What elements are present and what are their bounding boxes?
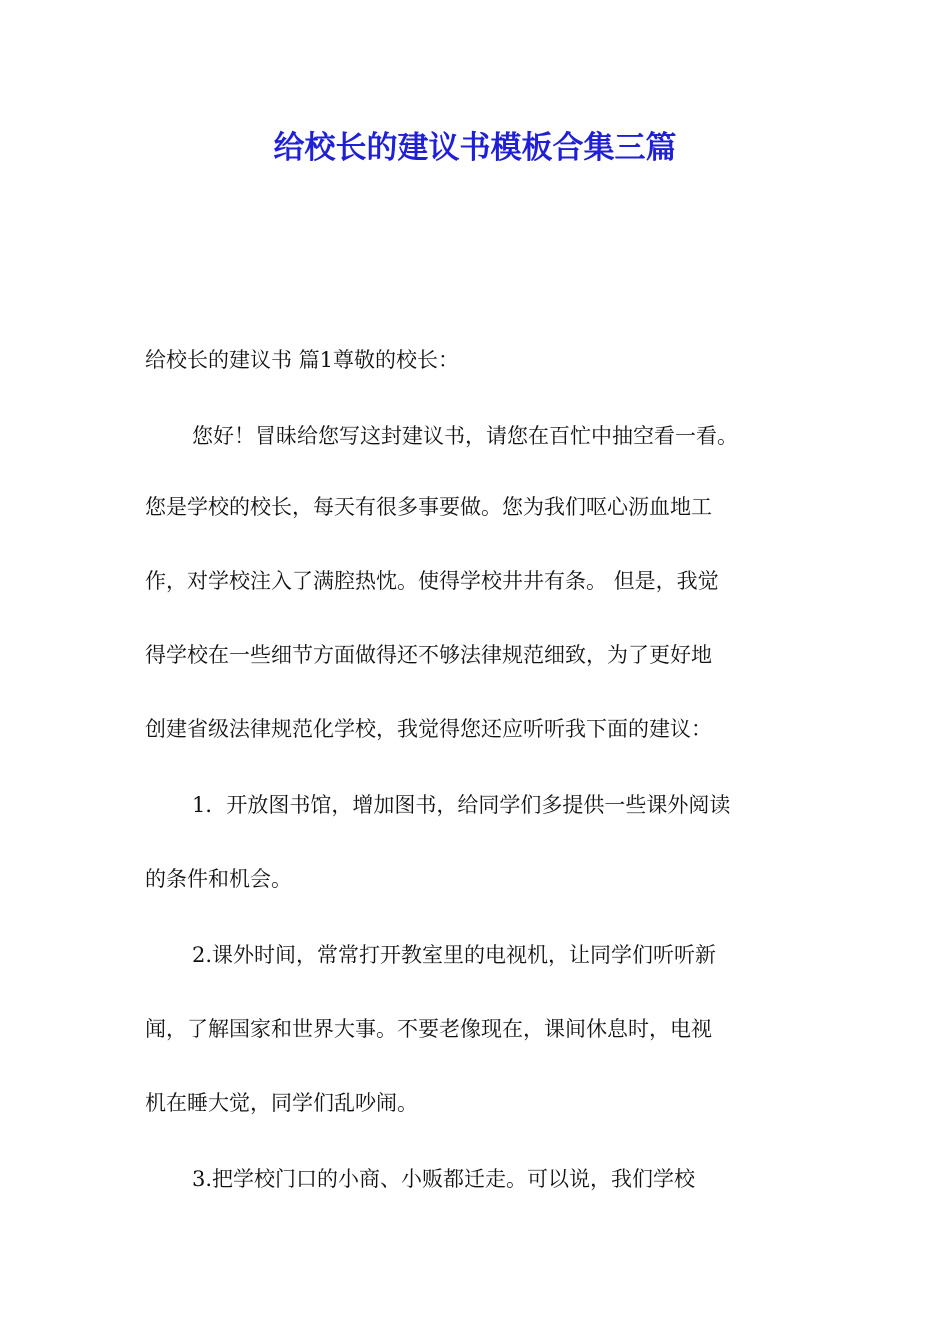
paragraph-line: 2.课外时间，常常打开教室里的电视机，让同学们听听新 [192, 943, 717, 967]
paragraph-line: 3.把学校门口的小商、小贩都迁走。可以说，我们学校 [192, 1167, 696, 1191]
paragraph-line: 得学校在一些细节方面做得还不够法律规范细致，为了更好地 [145, 643, 712, 667]
paragraph-line: 您是学校的校长，每天有很多事要做。您为我们呕心沥血地工 [145, 495, 712, 519]
paragraph-line: 创建省级法律规范化学校，我觉得您还应听听我下面的建议： [145, 717, 712, 741]
document-title: 给校长的建议书模板合集三篇 [273, 130, 677, 166]
paragraph-line: 给校长的建议书 篇1尊敬的校长： [145, 348, 460, 372]
paragraph-line: 的条件和机会。 [145, 867, 292, 891]
paragraph-line: 您好！冒昧给您写这封建议书，请您在百忙中抽空看一看。 [192, 424, 738, 448]
paragraph-line: 作，对学校注入了满腔热忱。使得学校井井有条。 但是，我觉 [145, 569, 719, 593]
paragraph-line: 闻，了解国家和世界大事。不要老像现在，课间休息时，电视 [145, 1017, 712, 1041]
paragraph-line: 机在睡大觉，同学们乱吵闹。 [145, 1091, 418, 1115]
paragraph-line: 1．开放图书馆，增加图书，给同学们多提供一些课外阅读 [192, 793, 731, 817]
